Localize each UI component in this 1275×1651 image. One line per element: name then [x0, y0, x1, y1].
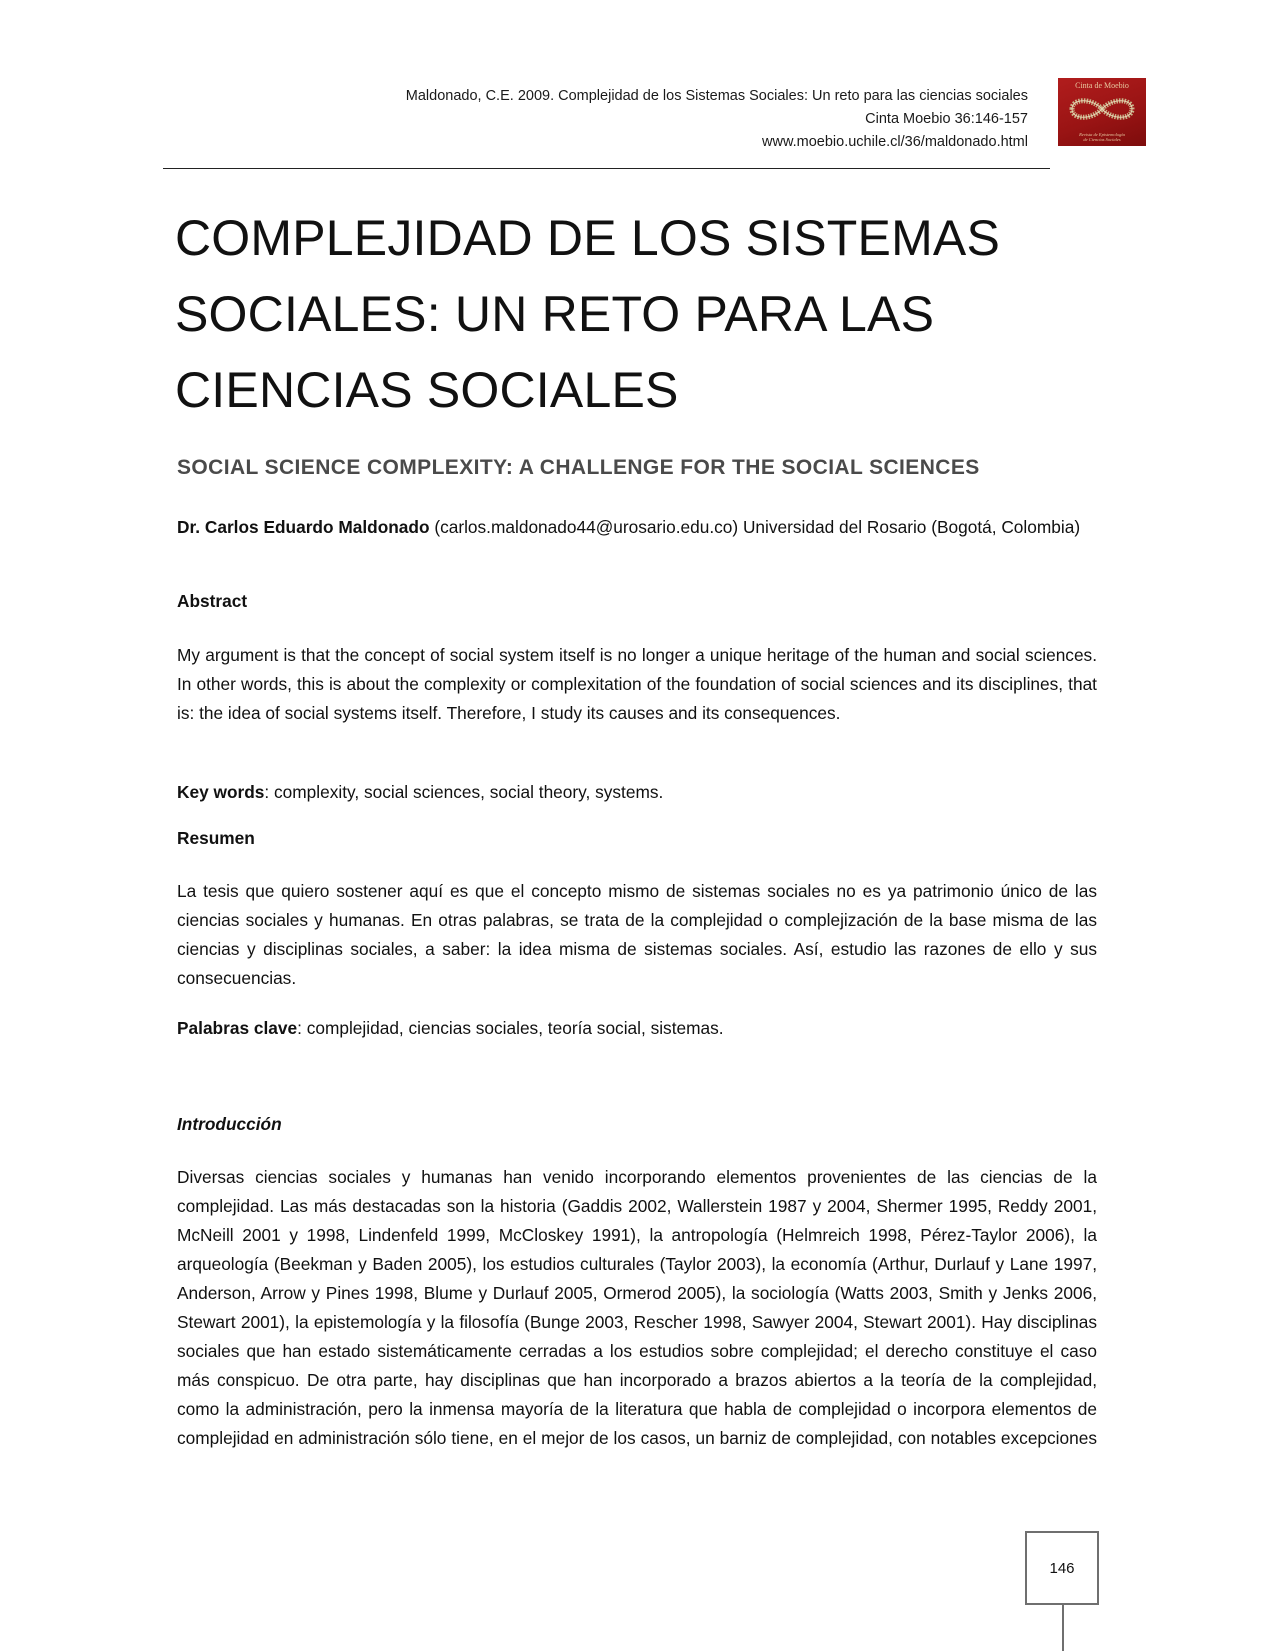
logo-title: Cinta de Moebio [1075, 81, 1129, 90]
author-affiliation: (carlos.maldonado44@urosario.edu.co) Universidad del Rosario (Bogotá, Colombia) [429, 517, 1081, 537]
abstract-heading: Abstract [177, 591, 248, 611]
keywords-value: : complexity, social sciences, social theory, systems. [264, 782, 664, 802]
introduction-heading: Introducción [177, 1114, 282, 1134]
introduction-text: Diversas ciencias sociales y humanas han venido incorporando elementos provenientes de las ciencias de la complejidad. Las más destacadas son la historia (Gaddis 2002, Wallerstein 1987 y 2004, Shermer 1995, Reddy 2001, McNeill 2001 y 1998, Lindenfeld 1999, McCloskey 1991), la antropología (Helmreich 1998, Pérez-Taylor 2006), la arqueología (Beekman y Baden 2005), los estudios culturales (Taylor 2003), la economía (Arthur, Durlauf y Lane 1997, Anderson, Arrow y Pines 1998, Blume y Durlauf 2005, Ormerod 2005), la sociología (Watts 2003, Smith y Jenks 2006, Stewart 2001), la epistemología y la filosofía (Bunge 2003, Rescher 1998, Sawyer 2004, Stewart 2001). Hay disciplinas sociales que han estado sistemáticamente cerradas a los estudios sobre complejidad; el derecho constituye el caso más conspicuo. De otra parte, hay disciplinas que han incorporado a brazos abiertos a la teoría de la complejidad, como la administración, pero la inmensa mayoría de la literatura que habla de complejidad o incorpora elementos de complejidad en administración sólo tiene, en el mejor de los casos, un barniz de complejidad, con notables excepciones [177, 1167, 1097, 1448]
resumen-heading: Resumen [177, 828, 255, 848]
abstract-text: My argument is that the concept of social system itself is no longer a unique heritage of the human and social sciences. In other words, this is about the complexity or complexitation of the foundation of social sciences and its disciplines, that is: the idea of social systems itself. Therefore, I study its causes and its consequences. [177, 645, 1097, 723]
author-name: Dr. Carlos Eduardo Maldonado [177, 517, 430, 537]
keywords-line [177, 778, 1097, 807]
palabras-clave-label: Palabras clave [177, 1018, 298, 1038]
moebius-strip-icon [1066, 94, 1138, 124]
header-rule [163, 168, 1050, 169]
resumen-text: La tesis que quiero sostener aquí es que el concepto mismo de sistemas sociales no es ya patrimonio único de las ciencias sociales y humanas. En otras palabras, se trata de la complejidad o complejización de la base misma de las ciencias y disciplinas sociales, a saber: la idea misma de sistemas sociales. Así, estudio las razones de ello y sus consecuencias. [177, 881, 1097, 988]
citation-line: Maldonado, C.E. 2009. Complejidad de los Sistemas Sociales: Un reto para las ciencias sociales [405, 88, 1028, 104]
page-number: 146 [1049, 1559, 1075, 1577]
page-number-connector [1062, 1603, 1064, 1651]
logo-subtitle [1058, 132, 1146, 142]
running-header [406, 85, 1028, 154]
keywords-label: Key words [177, 782, 265, 802]
journal-logo [1058, 78, 1146, 146]
english-title: SOCIAL SCIENCE COMPLEXITY: A CHALLENGE FOR THE SOCIAL SCIENCES [177, 456, 980, 479]
journal-line: Cinta Moebio 36:146-157 [865, 111, 1028, 127]
logo-subtitle-line1: Revista de Epistemología [1079, 132, 1125, 137]
palabras-clave-value: : complejidad, ciencias sociales, teoría social, sistemas. [297, 1018, 724, 1038]
author-line [177, 513, 1097, 542]
url-line: www.moebio.uchile.cl/36/maldonado.html [762, 134, 1028, 150]
article-title: COMPLEJIDAD DE LOS SISTEMAS SOCIALES: UN RETO PARA LAS CIENCIAS SOCIALES [175, 210, 1001, 418]
palabras-clave-line [177, 1014, 1097, 1043]
logo-subtitle-line2: de Ciencias Sociales [1083, 137, 1121, 142]
page-number-box [1025, 1531, 1099, 1605]
